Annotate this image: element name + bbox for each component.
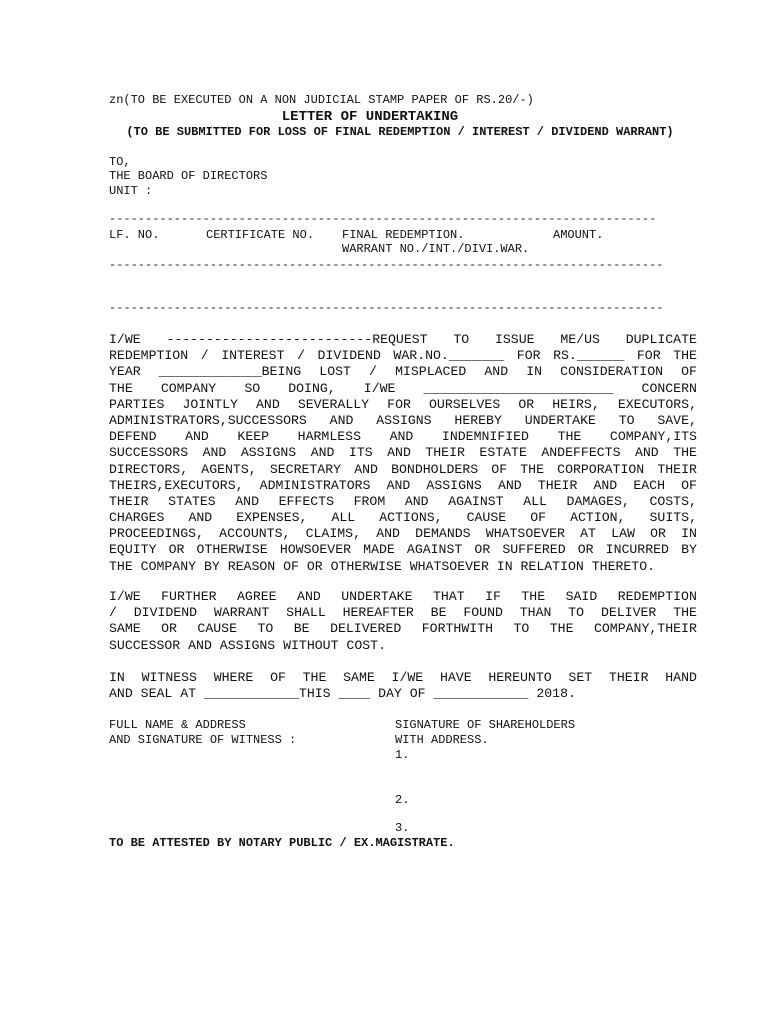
paragraph-word: ASSIGNS [376,412,432,428]
paragraph-word: AND [386,477,411,493]
paragraph-word: AND [202,445,227,461]
paragraph-word: SUITS, [649,510,697,526]
paragraph-word: FROM [353,493,386,509]
paragraph-line [109,670,697,686]
paragraph-word: AND [235,493,259,509]
paragraph-word: HAND [665,670,697,685]
paragraph-word: BY [681,542,697,558]
paragraph-word: YEAR [109,364,141,380]
paragraph-line [109,478,697,494]
paragraph-line [109,589,697,605]
col-final-redemption: FINAL REDEMPTION. [342,228,465,242]
paragraph-word: UNDERTAKE [524,412,596,428]
paragraph-word: DIVIDEND [317,348,381,364]
paragraph-word: FORTHWITH [421,621,493,637]
paragraph-word: IN [109,670,125,685]
paragraph-word: DEFEND [109,429,157,445]
paragraph-word: / [297,348,305,364]
paragraph-word: DEMANDS [415,526,471,542]
paragraph-word: SEVERALLY [297,396,370,412]
paragraph-line [109,429,697,445]
paragraph-word: I/WE [109,332,141,347]
table-rule-bottom: ----------------------------------------------------------------------------- [109,301,664,315]
paragraph-word: FOR [516,348,541,364]
paragraph-word: ACTIONS, [379,510,443,526]
paragraph-word: EQUITY [109,542,157,558]
paragraph-word: OR [474,542,491,558]
paragraph-word: I/WE [363,380,396,396]
paragraph-line [109,542,697,558]
paragraph-word: SAME [343,670,375,685]
paragraph-word: THEIR [608,670,649,685]
paragraph-word: SUFFERED [502,542,566,558]
paragraph-word: THE [520,461,545,477]
paragraph-word: BE [430,605,447,621]
paragraph-line [109,605,697,621]
paragraph-word: WAR.NO._______ [393,348,505,364]
table-rule-top: ---------------------------------------------------------------------------- [109,212,657,226]
paragraph-word: INDEMNIFIED [441,429,529,445]
paragraph-word: ACCOUNTS, [219,526,291,542]
paragraph-word: INTEREST [221,348,285,364]
paragraph-word: AGREE [237,589,277,604]
paragraph-word: WHATSOEVER [485,526,565,542]
col-warrant-no: WARRANT NO./INT./DIVI.WAR. [342,242,530,256]
paragraph-word: OR [161,621,177,637]
paragraph-word: SECRETARY [269,461,342,477]
paragraph-word: IN [681,526,697,542]
paragraph-word: ALL [523,493,547,509]
shareholder-label-2: WITH ADDRESS. [395,733,489,747]
paragraph-word: HEIRS, [552,396,600,412]
address-unit: UNIT : [109,184,153,198]
paragraph-word: COSTS, [649,493,697,509]
paragraph-word: CONCERN [641,380,697,396]
paragraph-word: AND [634,445,659,461]
paragraph-line [109,559,697,575]
paragraph-word: OF [681,477,697,493]
paragraph-line [109,510,697,526]
paragraph-word: KEEP [237,429,270,445]
paragraph-word: AND [376,526,400,542]
paragraph-word: I/WE [391,670,424,685]
further-agree-paragraph [109,589,697,654]
paragraph-word: AND [354,461,378,477]
paragraph-word: AND [593,477,618,493]
paragraph-word: INCURRED [605,542,669,558]
paragraph-word: DOING, [288,380,336,396]
paragraph-word: SO [244,380,261,396]
paragraph-word: THEIR [109,493,149,509]
paragraph-word: I/WE [109,589,141,604]
paragraph-word: BONDHOLDERS [391,461,479,477]
paragraph-word: AND [497,477,522,493]
witness-label-1: FULL NAME & ADDRESS [109,718,246,732]
paragraph-word: REDEMPTION [617,589,697,604]
paragraph-word: ADMINISTRATORS,SUCCESSORS [109,412,307,428]
paragraph-word: UNDERTAKE [341,589,413,604]
paragraph-word: CORPORATION [557,461,645,477]
paragraph-word: COMPANY [160,380,217,396]
col-certificate-no: CERTIFICATE NO. [206,228,315,242]
paragraph-word: DUPLICATE [625,332,697,347]
signature-line-2: 2. [395,793,410,807]
paragraph-word: OR [168,542,185,558]
paragraph-word: WITNESS [141,670,197,685]
paragraph-word: HOWSOEVER [279,542,352,558]
paragraph-word: THE [549,621,574,637]
paragraph-word: ________________________ [423,380,614,396]
paragraph-line [109,462,697,478]
paragraph-word: EXECUTORS, [617,396,697,412]
paragraph-word: OF [681,364,697,380]
paragraph-line [109,686,697,702]
paragraph-line [109,348,697,364]
paragraph-word: STATES [168,493,216,509]
paragraph-word: LAW [611,526,635,542]
paragraph-word: OTHERWISE [196,542,268,558]
paragraph-word: / [109,605,117,621]
paragraph-word: SUCCESSOR AND ASSIGNS WITHOUT COST. [109,637,386,653]
paragraph-word: HEREUNTO [488,670,552,685]
undertaking-paragraph [109,332,697,575]
paragraph-word: WHERE [213,670,254,685]
paragraph-line [109,397,697,413]
table-rule-mid: ----------------------------------------------------------------------------- [109,258,664,272]
paragraph-word: HARMLESS [297,429,361,445]
paragraph-word: TO [453,332,470,347]
address-board: THE BOARD OF DIRECTORS [109,169,268,183]
paragraph-word: ITS [348,445,373,461]
paragraph-word: SAID [565,589,598,604]
paragraph-word: AND [185,429,209,445]
paragraph-word: PARTIES [109,396,165,412]
paragraph-word: AND [389,429,414,445]
paragraph-word: AND [484,364,509,380]
paragraph-line [109,526,697,542]
paragraph-word: WARRANT [213,605,270,621]
paragraph-word: FOR [636,348,661,364]
paragraph-word: HAVE [439,670,472,685]
paragraph-word: SAME [109,621,141,637]
paragraph-word: AGAINST [448,493,504,509]
paragraph-word: AT [580,526,596,542]
paragraph-word: OR [577,542,594,558]
paragraph-word: ACTION, [570,510,626,526]
paragraph-word: TO [513,621,530,637]
paragraph-line [109,332,697,348]
paragraph-word: OR [650,526,666,542]
document-subtitle: (TO BE SUBMITTED FOR LOSS OF FINAL REDEMPTION / INTEREST / DIVIDEND WARRANT) [126,125,674,139]
paragraph-word: SAVE, [657,412,697,428]
paragraph-word: RS.______ [553,348,625,364]
col-amount: AMOUNT. [553,228,604,242]
paragraph-word: ME/US [560,332,600,347]
paragraph-word: DIRECTORS, [109,461,189,477]
paragraph-word: AND [387,445,411,461]
paragraph-word: AGAINST [406,542,463,558]
paragraph-word: LOST [319,364,351,380]
paragraph-word: EFFECTS [278,493,334,509]
paragraph-word: AND [310,445,335,461]
paragraph-word: EXPENSES, [236,510,308,526]
paragraph-word: DELIVER [600,605,657,621]
paragraph-word: ASSIGNS [240,445,297,461]
paragraph-word: _____________BEING [158,364,302,380]
paragraph-word: CHARGES [109,510,165,526]
paragraph-word: MADE [363,542,395,558]
paragraph-word: THEIR [657,461,697,477]
paragraph-line [109,381,697,397]
paragraph-word: THE [673,348,697,364]
paragraph-line [109,445,697,461]
paragraph-word: --------------------------REQUEST [166,332,428,347]
paragraph-word: TO [257,621,274,637]
paragraph-word: AND [329,412,354,428]
paragraph-word: THE [673,445,697,461]
paragraph-word: AND [404,493,429,509]
attestation-note: TO BE ATTESTED BY NOTARY PUBLIC / EX.MAGISTRATE. [109,836,455,850]
paragraph-word: AGENTS, [201,461,257,477]
paragraph-word: THE [521,589,546,604]
paragraph-word: FURTHER [161,589,217,604]
paragraph-line [109,413,697,429]
paragraph-word: IF [485,589,501,604]
paragraph-word: ANDEFFECTS [541,445,621,461]
paragraph-word: HEREAFTER [342,605,414,621]
paragraph-word: AND [297,589,321,604]
paragraph-word: THAN [519,605,552,621]
paragraph-word: COMPANY,THEIR [593,621,697,637]
paragraph-word: AND [256,396,280,412]
paragraph-word: OF [270,670,286,685]
paragraph-word: DELIVERED [330,621,402,637]
paragraph-word: PROCEEDINGS, [109,526,204,542]
paragraph-word: IN [526,364,543,380]
paragraph-word: MISPLACED [395,364,467,380]
paragraph-word: SET [568,670,593,685]
document-title: LETTER OF UNDERTAKING [281,109,459,125]
paragraph-line [109,638,697,654]
paragraph-word: / [200,348,209,364]
paragraph-word: CAUSE [197,621,237,637]
paragraph-word: ASSIGNS [426,477,482,493]
address-to: TO, [109,155,131,169]
paragraph-word: TO [618,412,635,428]
paragraph-word: THEIRS,EXECUTORS, [109,477,244,493]
paragraph-word: DIVIDEND [133,605,198,621]
paragraph-word: / [369,364,377,380]
paragraph-word: THE COMPANY BY REASON OF OR OTHERWISE WHATSOEVER IN RELATION THERETO. [109,558,656,574]
paragraph-word: OR [518,396,535,412]
paragraph-word: THEIR [425,445,465,461]
paragraph-word: THAT [432,589,465,604]
paragraph-line [109,494,697,510]
paragraph-word: ESTATE [479,445,527,461]
paragraph-word: OF [530,510,547,526]
shareholder-label-1: SIGNATURE OF SHAREHOLDERS [395,718,576,732]
paragraph-word: ISSUE [494,332,535,347]
paragraph-word: JOINTLY [182,396,238,412]
paragraph-word: EACH [633,477,665,493]
paragraph-word: ALL [331,510,356,526]
paragraph-word: THE [109,380,133,396]
paragraph-word: THEIR [537,477,578,493]
paragraph-word: CONSIDERATION [560,364,664,380]
paragraph-word: OF [491,461,508,477]
paragraph-word: THE [302,670,327,685]
stamp-note: zn(TO BE EXECUTED ON A NON JUDICIAL STAMP PAPER OF RS.20/-) [109,93,534,107]
witness-label-2: AND SIGNATURE OF WITNESS : [109,733,297,747]
paragraph-word: FOUND [463,605,503,621]
paragraph-word: THE [557,429,582,445]
paragraph-word: AND [188,510,213,526]
paragraph-line [109,621,697,637]
paragraph-word: COMPANY,ITS [609,429,697,445]
col-lf-no: LF. NO. [109,228,160,242]
paragraph-word: HEREBY [454,412,502,428]
paragraph-word: SUCCESSORS [109,445,189,461]
paragraph-word: CAUSE [466,510,507,526]
paragraph-word: ADMINISTRATORS [259,477,371,493]
paragraph-word: DAMAGES, [566,493,630,509]
paragraph-word: BE [293,621,310,637]
paragraph-word: OURSELVES [429,396,501,412]
witness-paragraph [109,670,697,702]
signature-line-1: 1. [395,748,410,762]
paragraph-word: THE [673,605,697,621]
paragraph-word: TO [568,605,585,621]
paragraph-line [109,364,697,380]
paragraph-word: REDEMPTION [109,348,189,364]
paragraph-word: CLAIMS, [305,526,362,542]
signature-line-3: 3. [395,821,410,835]
paragraph-word: AND SEAL AT ____________THIS ____ DAY OF ____________ 2018. [109,686,576,702]
paragraph-word: SHALL [286,605,326,621]
paragraph-word: FOR [387,396,411,412]
